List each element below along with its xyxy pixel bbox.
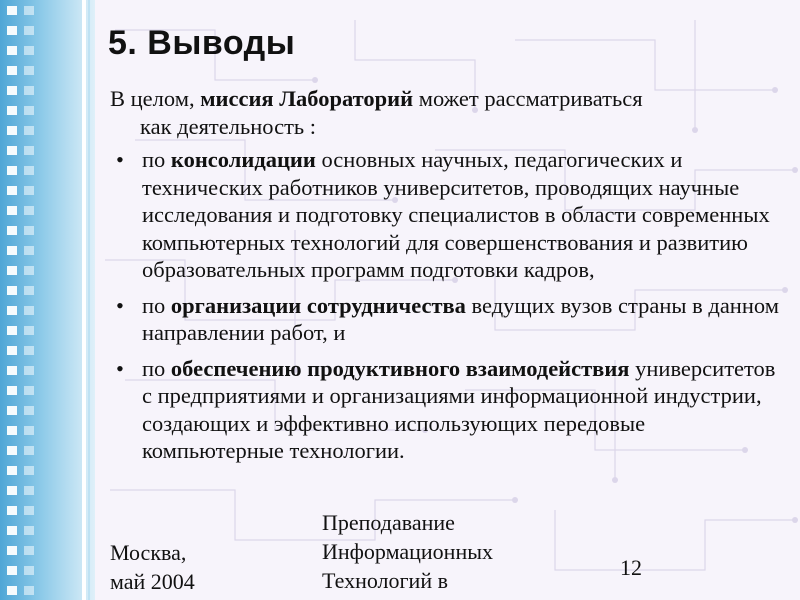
bullet-marker: •	[116, 147, 124, 172]
footer-course-line: Информационных	[322, 539, 493, 564]
bullet-bold-text: обеспечению продуктивного взаимодействия	[170, 355, 630, 381]
intro-text: В целом,	[110, 86, 201, 111]
bullet-marker: •	[116, 355, 124, 381]
strip-squares-column	[24, 6, 34, 600]
page-number: 12	[620, 555, 642, 580]
bullet-item	[110, 146, 790, 284]
footer-location-date	[110, 538, 195, 596]
bullet-prefix: по	[142, 292, 171, 318]
bullet-bold-text: организации сотрудничества	[170, 292, 466, 318]
footer-course-line: Технологий в	[322, 568, 448, 593]
intro-paragraph	[110, 85, 790, 140]
footer-date: май 2004	[110, 569, 195, 594]
bullet-prefix: по	[142, 147, 171, 172]
intro-text: может рассматриваться	[413, 86, 643, 111]
bullet-list	[110, 146, 790, 465]
slide-title: 5. Выводы	[108, 24, 296, 62]
footer-course-line: Преподавание	[322, 510, 455, 535]
bullet-text: основных научных, педагогических и технических работников университетов, проводящих научные исследования и подготовку специалистов в области современных компьютерных технологий для совершенствования и развитию образовательных программ подготовки кадров,	[142, 147, 770, 282]
left-decorative-strip	[0, 0, 95, 600]
footer-location: Москва,	[110, 540, 187, 565]
slide-body	[110, 85, 790, 473]
footer-course-title	[322, 508, 493, 595]
strip-divider	[88, 0, 90, 600]
bullet-prefix: по	[142, 355, 171, 381]
intro-bold-text: миссия Лабораторий	[200, 86, 414, 111]
intro-continuation: как деятельность :	[140, 113, 317, 139]
bullet-item	[110, 355, 790, 465]
bullet-text: университетов с предприятиями и организациями информационной индустрии, создающих и эффективно использующих передовые компьютерные технологии.	[142, 355, 776, 463]
strip-squares-column	[7, 6, 17, 600]
bullet-bold-text: консолидации	[170, 147, 316, 172]
bullet-text: ведущих вузов страны в данном направлении работ, и	[142, 292, 779, 345]
bullet-item	[110, 292, 790, 347]
strip-divider	[82, 0, 86, 600]
bullet-marker: •	[116, 292, 124, 318]
